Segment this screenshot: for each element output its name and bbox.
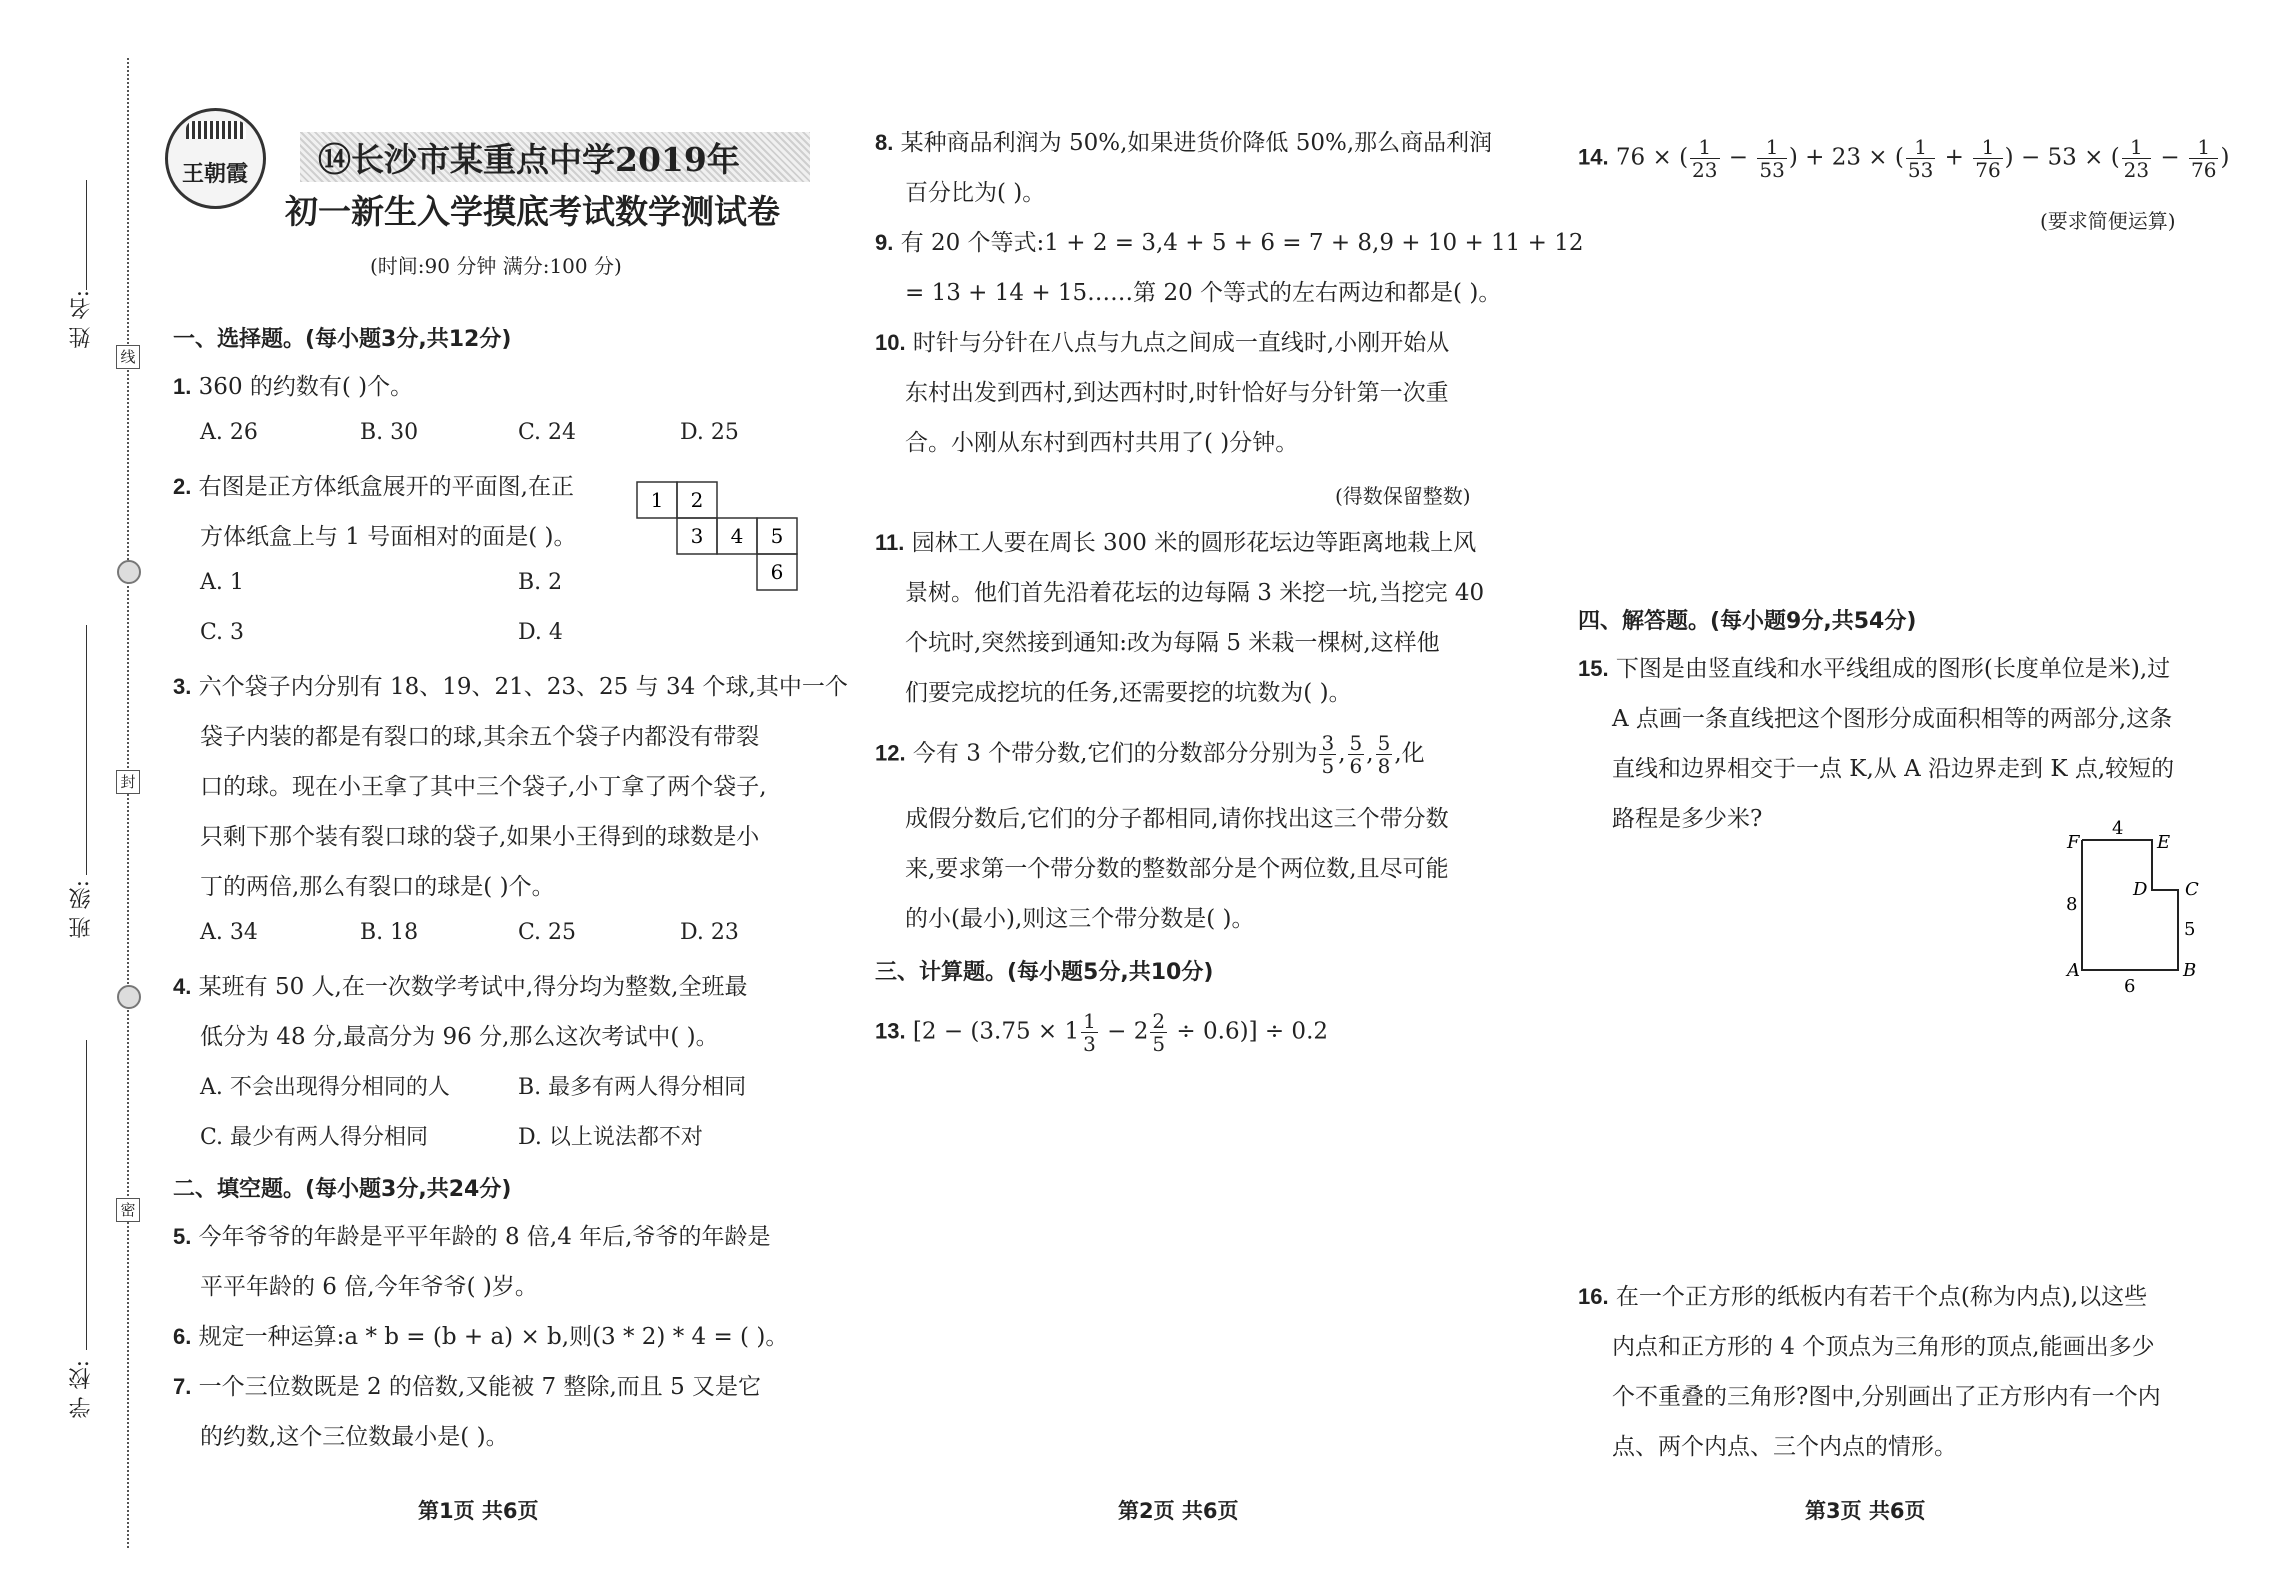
q-text: 方体纸盒上与 1 号面相对的面是( )。 <box>200 524 577 550</box>
seal-char-line: 线 <box>116 345 140 369</box>
brand-logo <box>165 108 266 209</box>
qnum: 3. <box>173 674 192 699</box>
fraction <box>1973 136 2002 181</box>
denominator: 76 <box>2191 158 2217 182</box>
q-text: ) <box>2220 144 2230 171</box>
q-text: 的小(最小),则这三个带分数是( )。 <box>905 906 1255 932</box>
school-label: 学 校: <box>69 1360 94 1419</box>
exam-meta: (时间:90 分钟 满分:100 分) <box>370 254 622 278</box>
q-text: 丁的两倍,那么有裂口的球是( )个。 <box>200 874 555 900</box>
net-label: 5 <box>770 524 784 548</box>
option: D. 23 <box>680 920 739 945</box>
numerator: 1 <box>1757 136 1786 159</box>
question-8 <box>875 126 1492 160</box>
qnum: 5. <box>173 1224 192 1249</box>
fraction <box>1150 1010 1167 1055</box>
binding-hole <box>117 985 141 1009</box>
length-label: 5 <box>2184 919 2196 940</box>
numerator: 1 <box>1083 1009 1096 1033</box>
q-text: 直线和边界相交于一点 K,从 A 沿边界走到 K 点,较短的 <box>1612 756 2175 782</box>
option: B. 2 <box>518 570 563 595</box>
denominator: 23 <box>2123 158 2150 182</box>
fraction <box>1348 732 1365 777</box>
section-4-heading: 四、解答题。(每小题9分,共54分) <box>1578 609 1917 634</box>
question-7 <box>173 1370 761 1404</box>
operator: − <box>1721 144 1756 171</box>
binding-dotted-line <box>127 58 129 1548</box>
length-label: 8 <box>2066 894 2078 915</box>
question-3 <box>173 670 848 704</box>
denominator: 53 <box>1759 158 1785 182</box>
q-text: 只剩下那个装有裂口球的袋子,如果小王得到的球数是小 <box>200 824 760 850</box>
q-text: = 13 + 14 + 15……第 20 个等式的左右两边和都是( )。 <box>905 280 1502 306</box>
length-label: 4 <box>2112 820 2124 839</box>
q-note: (要求简便运算) <box>2040 209 2176 233</box>
q-text: 内点和正方形的 4 个顶点为三角形的顶点,能画出多少 <box>1612 1334 2155 1360</box>
q-text: 合。小刚从东村到西村共用了( )分钟。 <box>905 430 1299 456</box>
q-text: 有 20 个等式:1 + 2 = 3,4 + 5 + 6 = 7 + 8,9 + 10 + 11 + 12 <box>900 230 1584 256</box>
polygon-figure <box>2060 820 2210 1000</box>
net-label: 2 <box>690 488 704 512</box>
numerator: 1 <box>1690 136 1719 159</box>
q-text: 路程是多少米? <box>1612 806 1763 832</box>
fraction <box>1906 136 1935 181</box>
fraction <box>1081 1010 1098 1055</box>
question-5 <box>173 1220 771 1254</box>
denominator: 5 <box>1152 1032 1166 1056</box>
option: A. 1 <box>200 570 244 595</box>
q-text: 一个三位数既是 2 的倍数,又能被 7 整除,而且 5 又是它 <box>198 1374 762 1400</box>
q-text: 成假分数后,它们的分子都相同,请你找出这三个带分数 <box>905 806 1449 832</box>
numerator: 5 <box>1349 731 1363 755</box>
option: A. 不会出现得分相同的人 <box>200 1075 450 1100</box>
school-blank <box>86 1040 87 1350</box>
title-line1-text: 长沙市某重点中学2019年 <box>351 140 740 179</box>
qnum: 4. <box>173 974 192 999</box>
qnum: 16. <box>1578 1284 1609 1309</box>
question-12: 12. 今有 3 个带分数,它们的分数部分分别为 $\frac{3}{5}$ , $\frac{5}{6}$ , $\frac{5}{8}$ ,化 <box>875 731 1425 778</box>
q-text: 点、两个内点、三个内点的情形。 <box>1612 1434 1957 1460</box>
fraction <box>1376 732 1393 777</box>
option: A. 34 <box>200 920 258 945</box>
option: C. 最少有两人得分相同 <box>200 1125 429 1150</box>
vertex-label: D <box>2133 879 2148 900</box>
q-text: 景树。他们首先沿着花坛的边每隔 3 米挖一坑,当挖完 40 <box>905 580 1485 606</box>
length-label: 6 <box>2124 976 2136 997</box>
q-text: 口的球。现在小王拿了其中三个袋子,小丁拿了两个袋子, <box>200 774 767 800</box>
q-text: 76 × ( <box>1615 144 1689 171</box>
q-note: (得数保留整数) <box>1335 484 1471 508</box>
option: D. 4 <box>518 620 563 645</box>
fraction <box>2122 136 2151 181</box>
q-text: 来,要求第一个带分数的整数部分是个两位数,且尽可能 <box>905 856 1449 882</box>
q-text: ÷ 0.6)] ÷ 0.2 <box>1169 1018 1329 1045</box>
question-1 <box>173 370 413 404</box>
numerator: 1 <box>1906 136 1935 159</box>
q-text: − 2 <box>1099 1018 1149 1045</box>
polygon-outline <box>2082 840 2178 970</box>
title-number: ⑭ <box>318 140 351 179</box>
question-11 <box>875 526 1476 560</box>
title-line1 <box>318 134 740 181</box>
q-text: 某班有 50 人,在一次数学考试中,得分均为整数,全班最 <box>198 974 748 1000</box>
denominator: 5 <box>1321 754 1335 778</box>
page-footer: 第2页 共6页 <box>1118 1499 1239 1523</box>
fraction <box>1690 136 1719 181</box>
question-6 <box>173 1320 788 1354</box>
q-text: 平平年龄的 6 倍,今年爷爷( )岁。 <box>200 1274 538 1300</box>
option: B. 30 <box>360 420 419 445</box>
binding-hole <box>117 560 141 584</box>
numerator: 1 <box>1973 136 2002 159</box>
net-label: 3 <box>690 524 704 548</box>
name-blank <box>86 180 87 290</box>
q-text: 低分为 48 分,最高分为 96 分,那么这次考试中( )。 <box>200 1024 719 1050</box>
option: C. 25 <box>518 920 577 945</box>
option: D. 以上说法都不对 <box>518 1125 703 1150</box>
q-text: 东村出发到西村,到达西村时,时针恰好与分针第一次重 <box>905 380 1449 406</box>
q-text: 某种商品利润为 50%,如果进货价降低 50%,那么商品利润 <box>900 130 1493 156</box>
q-text: 今年爷爷的年龄是平平年龄的 8 倍,4 年后,爷爷的年龄是 <box>198 1224 771 1250</box>
name-label: 姓 名: <box>69 290 94 349</box>
question-14 <box>1578 136 2229 181</box>
q-text: 们要完成挖坑的任务,还需要挖的坑数为( )。 <box>905 680 1352 706</box>
denominator: 8 <box>1377 754 1391 778</box>
question-15 <box>1578 652 2170 686</box>
question-10 <box>875 326 1449 360</box>
option: A. 26 <box>200 420 258 445</box>
qnum: 13. <box>875 1018 906 1044</box>
q-text: ,化 <box>1394 740 1425 767</box>
title-line2: 初一新生入学摸底考试数学测试卷 <box>285 192 780 231</box>
question-13 <box>875 1010 1328 1055</box>
q-text: 袋子内装的都是有裂口的球,其余五个袋子内都没有带裂 <box>200 724 760 750</box>
q-text: ) − 53 × ( <box>2004 144 2120 171</box>
vertex-label: C <box>2185 879 2199 900</box>
qnum: 8. <box>875 130 894 155</box>
numerator: 2 <box>1152 1009 1166 1033</box>
fraction <box>1319 732 1336 777</box>
option: B. 18 <box>360 920 419 945</box>
qnum: 12. <box>875 740 906 766</box>
operator: − <box>2153 144 2188 171</box>
q-text: 下图是由竖直线和水平线组成的图形(长度单位是米),过 <box>1615 656 2171 682</box>
q-text: 右图是正方体纸盒展开的平面图,在正 <box>198 474 574 500</box>
section-2-heading: 二、填空题。(每小题3分,共24分) <box>173 1177 512 1202</box>
vertex-label: A <box>2067 960 2080 981</box>
numerator: 5 <box>1377 731 1391 755</box>
page-footer: 第1页 共6页 <box>418 1499 539 1523</box>
numerator: 1 <box>2122 136 2151 159</box>
class-label: 班 级: <box>69 880 94 939</box>
operator: + <box>1937 144 1972 171</box>
qnum: 11. <box>875 530 905 555</box>
numerator: 3 <box>1321 731 1335 755</box>
q-text: 百分比为( )。 <box>905 180 1046 206</box>
question-4 <box>173 970 748 1004</box>
qnum: 1. <box>173 374 192 399</box>
page-footer: 第3页 共6页 <box>1805 1499 1926 1523</box>
q-text: 在一个正方形的纸板内有若干个点(称为内点),以这些 <box>1615 1284 2148 1310</box>
q-text: [2 − (3.75 × 1 <box>912 1018 1080 1045</box>
section-1-heading: 一、选择题。(每小题3分,共12分) <box>173 327 512 352</box>
question-16 <box>1578 1280 2147 1314</box>
numerator: 1 <box>2189 136 2218 159</box>
q-text: 个不重叠的三角形?图中,分别画出了正方形内有一个内 <box>1612 1384 2161 1410</box>
qnum: 10. <box>875 330 906 355</box>
vertex-label: F <box>2067 832 2080 853</box>
question-2 <box>173 470 574 504</box>
qnum: 15. <box>1578 656 1609 681</box>
qnum: 9. <box>875 230 894 255</box>
denominator: 6 <box>1349 754 1363 778</box>
q-text: 的约数,这个三位数最小是( )。 <box>200 1424 509 1450</box>
section-3-heading: 三、计算题。(每小题5分,共10分) <box>875 960 1214 985</box>
logo-crown-icon <box>186 121 246 139</box>
denominator: 3 <box>1083 1032 1096 1056</box>
q-text: 园林工人要在周长 300 米的圆形花坛边等距离地栽上风 <box>911 530 1477 556</box>
qnum: 7. <box>173 1374 192 1399</box>
q-text: ) + 23 × ( <box>1788 144 1904 171</box>
q-text: 个坑时,突然接到通知:改为每隔 5 米栽一棵树,这样他 <box>905 630 1440 656</box>
qnum: 14. <box>1578 144 1609 170</box>
fraction <box>1757 136 1786 181</box>
logo-text: 王朝霞 <box>181 161 248 187</box>
fraction <box>2189 136 2218 181</box>
q-text: A 点画一条直线把这个图形分成面积相等的两部分,这条 <box>1612 706 2173 732</box>
net-label: 4 <box>730 524 744 548</box>
denominator: 23 <box>1692 158 1718 182</box>
vertex-label: E <box>2157 832 2171 853</box>
q-text: 360 的约数有( )个。 <box>198 374 414 400</box>
denominator: 76 <box>1975 158 2001 182</box>
question-9 <box>875 226 1583 260</box>
net-label: 1 <box>650 488 664 512</box>
option: B. 最多有两人得分相同 <box>518 1075 747 1100</box>
q-text: 今有 3 个带分数,它们的分数部分分别为 <box>912 740 1318 767</box>
option: D. 25 <box>680 420 739 445</box>
qnum: 6. <box>173 1324 192 1349</box>
seal-char-secret: 密 <box>116 1198 140 1222</box>
option: C. 24 <box>518 420 577 445</box>
q-text: 六个袋子内分别有 18、19、21、23、25 与 34 个球,其中一个 <box>198 674 848 700</box>
class-blank <box>86 625 87 875</box>
seal-char-seal: 封 <box>116 770 140 794</box>
q-text: 规定一种运算:a * b = (b + a) × b,则(3 * 2) * 4 = ( )。 <box>198 1324 789 1350</box>
cube-net-figure <box>635 478 805 603</box>
qnum: 2. <box>173 474 192 499</box>
denominator: 53 <box>1907 158 1934 182</box>
q-text: 时针与分针在八点与九点之间成一直线时,小刚开始从 <box>912 330 1450 356</box>
net-label: 6 <box>770 560 784 584</box>
option: C. 3 <box>200 620 245 645</box>
vertex-label: B <box>2183 960 2197 981</box>
